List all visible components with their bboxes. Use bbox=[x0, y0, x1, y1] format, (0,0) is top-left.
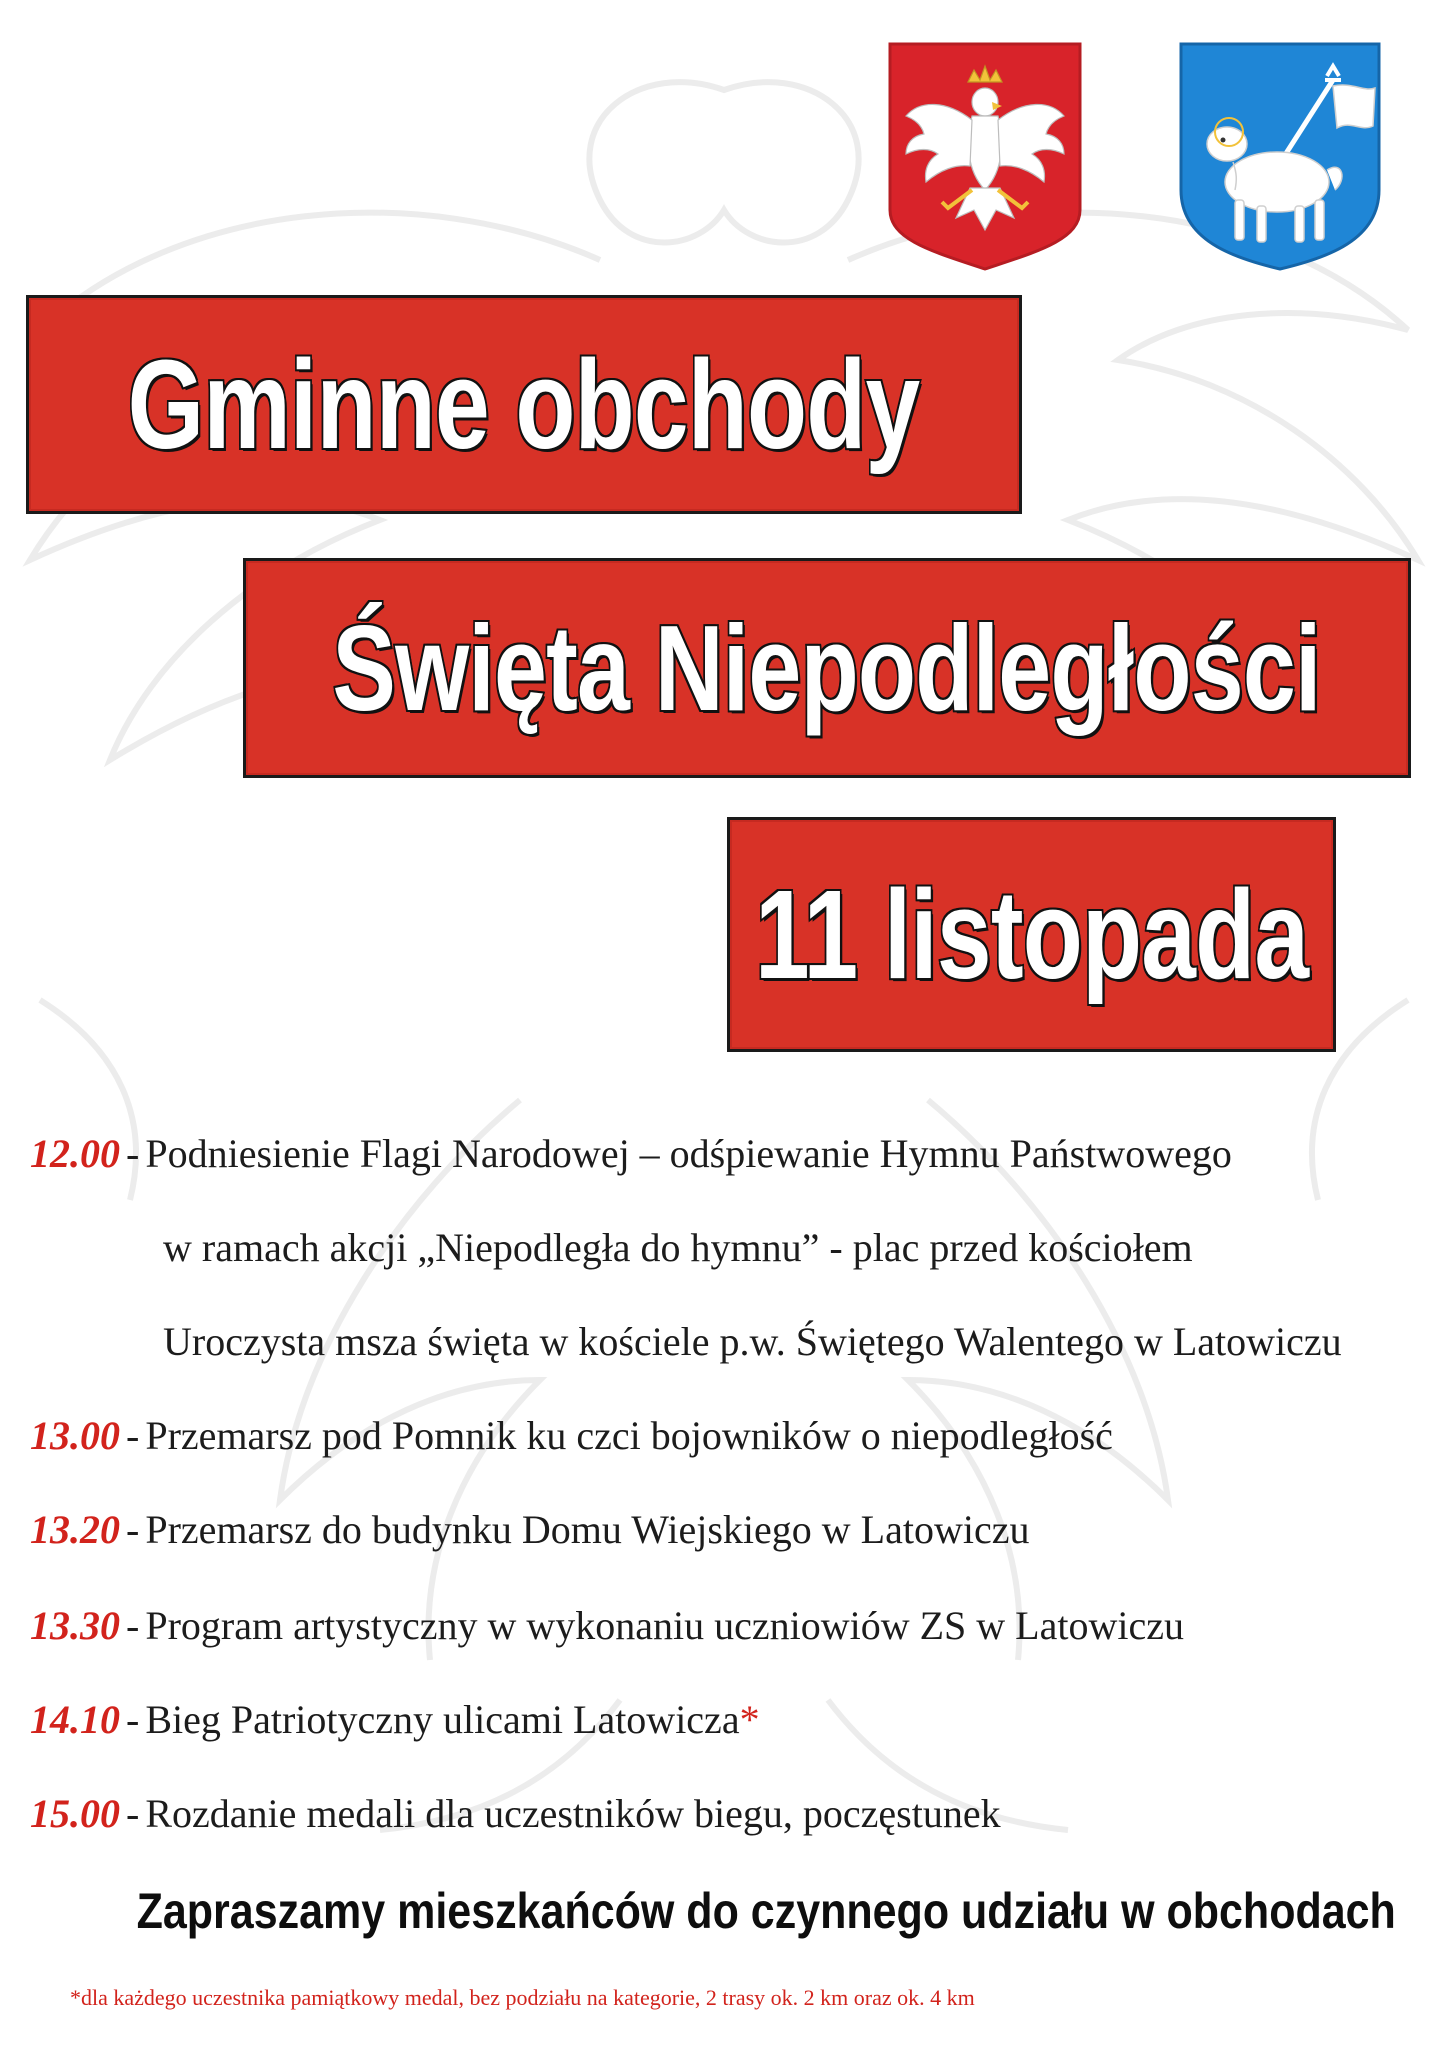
schedule-text: Przemarsz pod Pomnik ku czci bojowników o niepodległość bbox=[145, 1413, 1113, 1458]
schedule-separator: - bbox=[126, 1507, 140, 1552]
polish-eagle-coat-of-arms-icon bbox=[886, 40, 1084, 273]
title-date: 11 listopada bbox=[754, 864, 1309, 1005]
schedule-separator: - bbox=[126, 1791, 140, 1836]
schedule-text: Podniesienie Flagi Narodowej – odśpiewanie Hymnu Państwowego bbox=[145, 1131, 1232, 1176]
schedule-text: Program artystyczny w wykonaniu uczniowiów ZS w Latowiczu bbox=[145, 1603, 1184, 1648]
footnote: *dla każdego uczestnika pamiątkowy medal, bez podziału na kategorie, 2 trasy ok. 2 km oraz ok. 4 km bbox=[70, 1985, 975, 2010]
schedule-item bbox=[30, 1790, 1001, 1837]
schedule-continuation: Uroczysta msza święta w kościele p.w. Świętego Walentego w Latowiczu bbox=[163, 1319, 1342, 1364]
schedule-separator: - bbox=[126, 1697, 140, 1742]
schedule-text: Rozdanie medali dla uczestników biegu, poczęstunek bbox=[145, 1791, 1001, 1836]
latowicz-lamb-coat-of-arms-icon bbox=[1177, 40, 1383, 273]
schedule-continuation: w ramach akcji „Niepodległa do hymnu” - plac przed kościołem bbox=[163, 1225, 1193, 1270]
schedule-separator: - bbox=[126, 1131, 140, 1176]
title-line-2: Święta Niepodległości bbox=[332, 600, 1322, 736]
footnote-marker: * bbox=[739, 1697, 760, 1742]
schedule-text: Bieg Patriotyczny ulicami Latowicza bbox=[145, 1697, 740, 1742]
title-line-1: Gminne obchody bbox=[128, 334, 920, 475]
schedule-item bbox=[30, 1412, 1113, 1459]
schedule-text: Przemarsz do budynku Domu Wiejskiego w Latowiczu bbox=[145, 1507, 1030, 1552]
schedule-separator: - bbox=[126, 1603, 140, 1648]
schedule-time: 13.20 bbox=[30, 1507, 120, 1552]
title-banner-date bbox=[727, 817, 1336, 1052]
schedule-item bbox=[30, 1506, 1029, 1553]
title-banner-line-1 bbox=[26, 295, 1022, 514]
invitation-text: Zapraszamy mieszkańców do czynnego udziału w obchodach bbox=[136, 1883, 1396, 1939]
schedule-time: 15.00 bbox=[30, 1791, 120, 1836]
schedule-item bbox=[30, 1602, 1184, 1649]
schedule-time: 12.00 bbox=[30, 1131, 120, 1176]
schedule-item bbox=[30, 1130, 1232, 1177]
schedule-separator: - bbox=[126, 1413, 140, 1458]
schedule-time: 13.30 bbox=[30, 1603, 120, 1648]
schedule-item bbox=[30, 1696, 760, 1743]
schedule-time: 13.00 bbox=[30, 1413, 120, 1458]
title-banner-line-2 bbox=[243, 558, 1411, 778]
schedule-time: 14.10 bbox=[30, 1697, 120, 1742]
